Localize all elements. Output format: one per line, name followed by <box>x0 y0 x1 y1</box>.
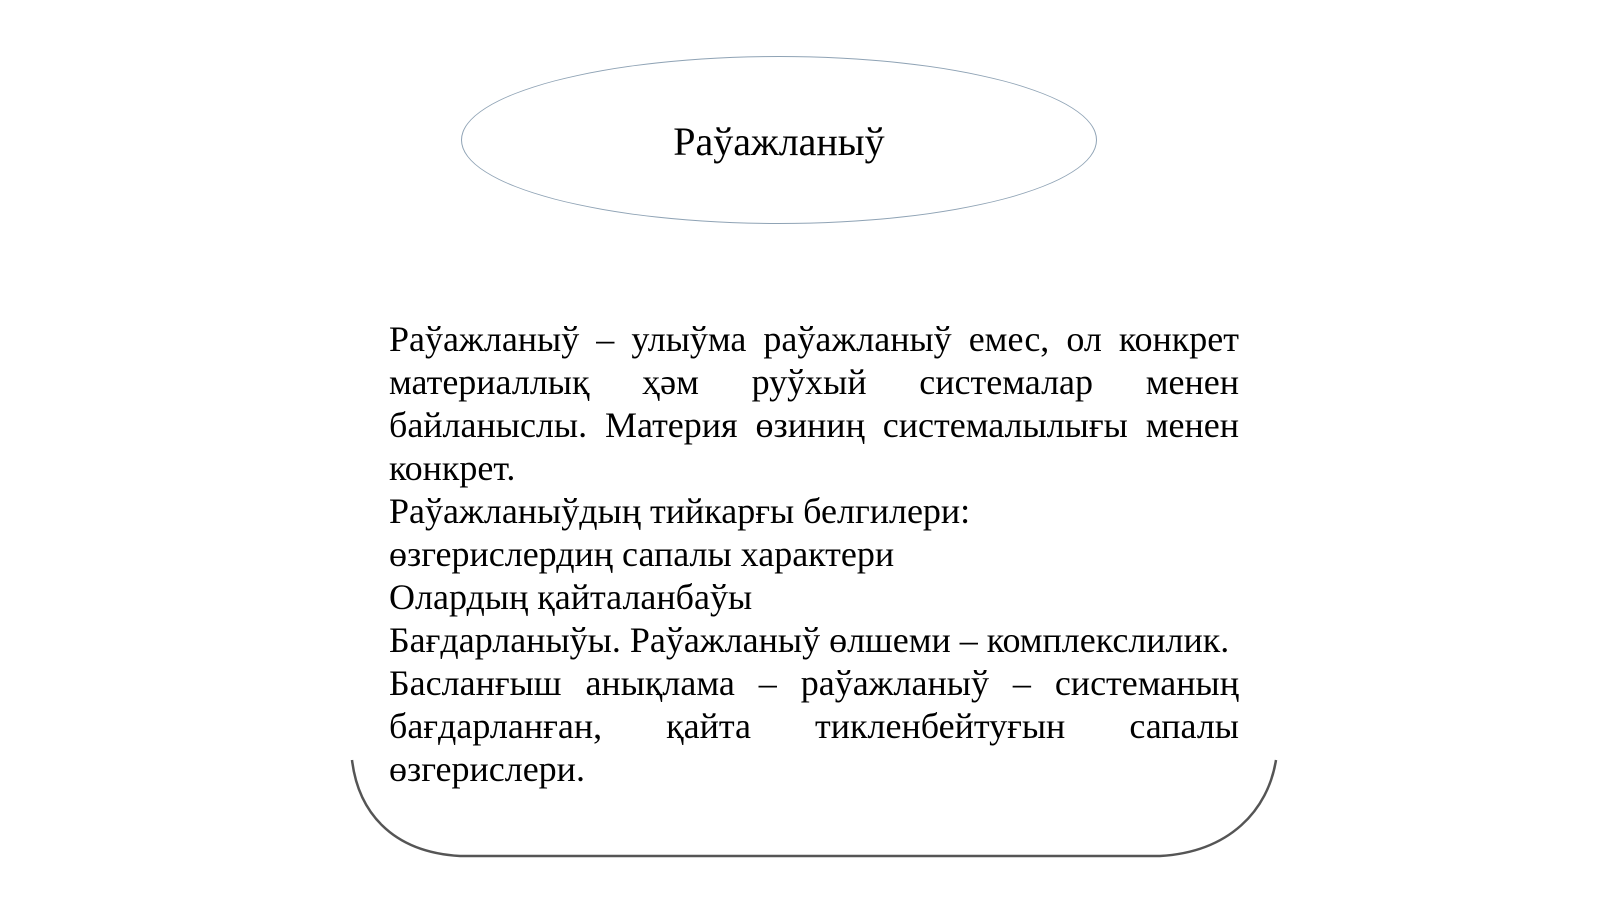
title-ellipse <box>461 56 1097 224</box>
body-text <box>389 318 1239 791</box>
direction-paragraph: Бағдарланыўы. Раўажланыў өлшеми – комплекслилик. <box>389 620 1230 660</box>
feature-item-unrepeatability: Олардың қайталанбаўы <box>389 577 753 617</box>
initial-definition-paragraph: Басланғыш анықлама – раўажланыў – системаның бағдарланған, қайта тикленбейтуғын сапалы өзгерислери. <box>389 663 1239 789</box>
slide-title: Раўажланыў <box>673 119 885 164</box>
definition-paragraph: Раўажланыў – улыўма раўажланыў емес, ол конкрет материаллық ҳәм руўхый системалар менен байланыслы. Материя өзиниң системалылығы менен конкрет. <box>389 319 1239 488</box>
feature-item-quality: өзгерислердиң сапалы характери <box>389 534 895 574</box>
features-heading: Раўажланыўдың тийкарғы белгилери: <box>389 491 971 531</box>
